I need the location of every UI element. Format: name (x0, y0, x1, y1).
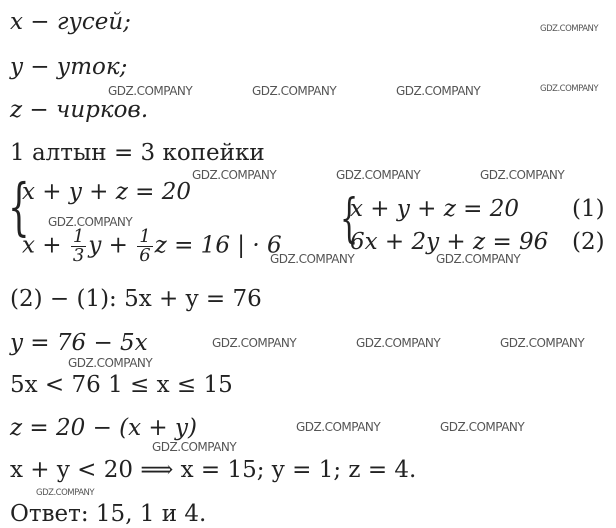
watermark: GDZ.COMPANY (48, 215, 133, 229)
system1-row1: x + y + z = 20 (22, 179, 192, 205)
watermark: GDZ.COMPANY (152, 440, 237, 454)
watermark: GDZ.COMPANY (396, 84, 481, 98)
fraction-one-sixth (137, 228, 152, 265)
watermark: GDZ.COMPANY (500, 336, 585, 350)
fraction-numerator: 1 (72, 226, 85, 247)
line-answer: Ответ: 15, 1 и 4. (10, 501, 207, 527)
watermark: GDZ.COMPANY (192, 168, 277, 182)
system2-row2: 6x + 2y + z = 96 (350, 229, 549, 255)
line-altyn: 1 алтын = 3 копейки (10, 140, 265, 166)
fraction-denominator: 3 (72, 245, 85, 266)
line-z-expression: z = 20 − (x + y) (10, 415, 197, 441)
watermark: GDZ.COMPANY (296, 420, 381, 434)
system1-row2-part-a: x + (22, 232, 69, 259)
line-solution: x + y < 20 ⟹ x = 15; y = 1; z = 4. (10, 457, 417, 483)
system1-row2-part-c: z = 16 | · 6 (154, 232, 282, 259)
line-subtraction: (2) − (1): 5x + y = 76 (10, 286, 262, 312)
system2-brace: { (340, 189, 359, 249)
watermark: GDZ.COMPANY (356, 336, 441, 350)
system2-row1: x + y + z = 20 (350, 196, 520, 222)
watermark: GDZ.COMPANY (436, 252, 521, 266)
watermark: GDZ.COMPANY (252, 84, 337, 98)
watermark: GDZ.COMPANY (540, 84, 599, 94)
watermark: GDZ.COMPANY (540, 24, 599, 34)
fraction-numerator: 1 (139, 226, 151, 247)
watermark: GDZ.COMPANY (68, 356, 153, 370)
fraction-denominator: 6 (139, 245, 151, 266)
system1-brace: { (8, 170, 30, 243)
fraction-one-third (71, 228, 86, 265)
watermark: GDZ.COMPANY (480, 168, 565, 182)
watermark: GDZ.COMPANY (108, 84, 193, 98)
watermark: GDZ.COMPANY (36, 488, 95, 498)
line-geese: x − гусей; (10, 9, 131, 35)
watermark: GDZ.COMPANY (212, 336, 297, 350)
watermark: GDZ.COMPANY (270, 252, 355, 266)
system2-row2-number: (2) (572, 229, 605, 255)
line-x-bounds: 5x < 76 1 ≤ x ≤ 15 (10, 372, 233, 398)
system1-row2-part-b: y + (88, 232, 136, 259)
system1-row2 (22, 228, 282, 265)
watermark: GDZ.COMPANY (336, 168, 421, 182)
watermark: GDZ.COMPANY (440, 420, 525, 434)
system2-row1-number: (1) (572, 196, 605, 222)
line-teals: z − чирков. (10, 97, 149, 123)
line-ducks: y − уток; (10, 54, 128, 80)
line-y-expression: y = 76 − 5x (10, 330, 148, 356)
